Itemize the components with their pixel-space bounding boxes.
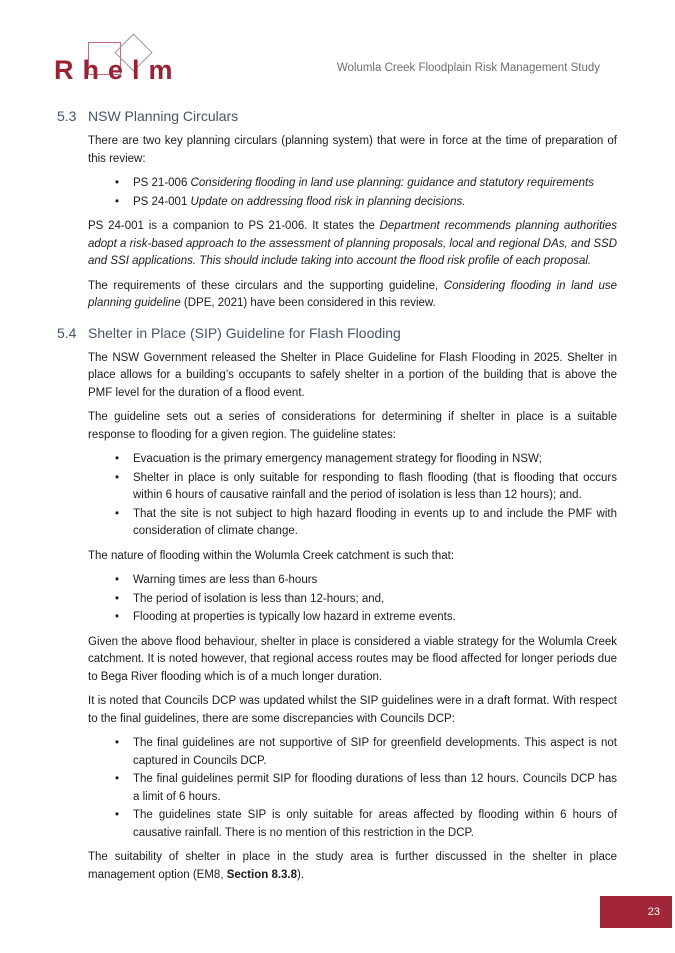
text-run: Flooding at properties is typically low hazard in extreme events. (133, 611, 456, 623)
text-run: Update on addressing flood risk in planning decisions. (190, 195, 466, 208)
bullet-icon: • (115, 773, 120, 785)
text-run: Considering flooding in land use planning guideline (88, 279, 617, 309)
text-run: (DPE, 2021) have been considered in this review. (180, 297, 436, 309)
text-run: The final guidelines are not supportive of SIP for greenfield developments. This aspect is not captured in Councils DCP. (133, 737, 617, 767)
text-run: The period of isolation is less than 12-hours; and, (133, 592, 385, 605)
section-heading (57, 106, 617, 126)
bullet-item (88, 470, 617, 505)
paragraph (88, 849, 617, 884)
text-run: The NSW Government released the Shelter in Place Guideline for Flash Flooding in 2025. Shelter in place allows for a building’s occupants to safely shelter in a portion of the building that is above the PMF level for the duration of a flood event. (88, 351, 617, 399)
text-run: Section 8.3.8 (226, 868, 298, 881)
bullet-icon: • (115, 737, 120, 749)
paragraph (88, 548, 617, 566)
text-run: It is noted that Councils DCP was updated whilst the SIP guidelines were in a draft format. With respect to the final guidelines, there are some discrepancies with Councils DCP: (88, 695, 617, 725)
text-run: Department recommends planning authorities adopt a risk-based approach to the assessment of planning proposals, local and regional DAs, and SSD and SSI applications. This should include taking into account the flood risk profile of each proposal. (88, 220, 618, 267)
text-run: Given the above flood behaviour, shelter in place is considered a viable strategy for the Wolumla Creek catchment. It is noted however, that regional access routes may be flood affected for longer periods due to Bega River flooding which is of a much longer duration. (88, 635, 617, 683)
page-number-box (600, 896, 672, 928)
bullet-icon: • (115, 177, 120, 189)
logo-letter: l (132, 55, 140, 85)
bullet-item (88, 194, 617, 212)
section (57, 106, 617, 313)
bullet-icon: • (115, 453, 120, 465)
paragraph (88, 350, 617, 403)
text-run: The suitability of shelter in place in the study area is further discussed in the shelter in place management option (EM8, (88, 851, 617, 881)
doc-title: Wolumla Creek Floodplain Risk Management Study (336, 62, 600, 74)
section-title: Shelter in Place (SIP) Guideline for Flash Flooding (88, 324, 401, 341)
text-run: That the site is not subject to high hazard flooding in events up to and include the PMF with consideration of climate change. (133, 507, 617, 537)
paragraph (88, 634, 617, 687)
bullet-item (88, 451, 617, 469)
text-run: Shelter in place is only suitable for responding to flash flooding (that is flooding that occurs within 6 hours of causative rainfall and the period of isolation is less than 12 hours); and. (133, 471, 617, 501)
bullet-icon: • (115, 507, 120, 520)
text-run: The final guidelines permit SIP for flooding durations of less than 12 hours. Councils DCP has a limit of 6 hours. (133, 773, 617, 803)
logo-letters (54, 55, 173, 86)
bullet-item (88, 572, 617, 590)
bullet-item (88, 771, 617, 806)
bullet-icon: • (115, 471, 120, 484)
bullet-item (88, 735, 617, 770)
bullet-list (88, 175, 617, 211)
section-number: 5.4 (57, 324, 77, 341)
section-title: NSW Planning Circulars (88, 108, 239, 124)
bullet-item (88, 609, 617, 627)
section (57, 323, 617, 885)
text-run: PS 24-001 (133, 195, 191, 208)
bullet-item (88, 175, 617, 193)
logo-letter: R (54, 55, 74, 85)
text-run: The guidelines state SIP is only suitable for areas affected by flooding within 6 hours of causative rainfall. There is no mention of this restriction in the DCP. (133, 809, 617, 839)
bullet-list (88, 572, 617, 627)
bullet-icon: • (115, 809, 120, 821)
paragraph (88, 218, 617, 271)
text-run: Considering flooding in land use planning: guidance and statutory requirements (190, 177, 594, 189)
text-run: The guideline sets out a series of considerations for determining if shelter in place is a suitable response to flooding for a given region. The guideline states: (88, 411, 617, 441)
bullet-icon: • (115, 611, 120, 623)
text-run: PS 24-001 is a companion to PS 21-006. It states the (88, 220, 380, 232)
rhelm-logo (52, 28, 182, 84)
bullet-item (88, 506, 617, 541)
paragraph (88, 278, 617, 313)
text-run: Warning times are less than 6-hours (133, 574, 318, 586)
bullet-item (88, 591, 617, 609)
bullet-list (88, 451, 617, 541)
text-run: The requirements of these circulars and the supporting guideline, (88, 279, 444, 292)
section-number: 5.3 (57, 108, 77, 124)
bullet-icon: • (115, 574, 120, 586)
text-run: The nature of flooding within the Wolumla Creek catchment is such that: (88, 549, 455, 562)
paragraph (88, 409, 617, 444)
text-run: Evacuation is the primary emergency management strategy for flooding in NSW; (133, 453, 542, 465)
bullet-icon: • (115, 195, 120, 208)
logo-letter: h (82, 55, 99, 85)
text-run: There are two key planning circulars (planning system) that were in force at the time of preparation of this review: (88, 135, 617, 165)
logo-letter: m (148, 55, 173, 85)
logo-letter: e (108, 55, 124, 85)
paragraph (88, 133, 617, 168)
text-run: ). (297, 868, 305, 881)
bullet-icon: • (115, 592, 120, 605)
content (57, 96, 617, 891)
bullet-item (88, 807, 617, 842)
page-number: 23 (647, 906, 660, 918)
bullet-list (88, 735, 617, 842)
text-run: PS 21-006 (133, 177, 191, 189)
paragraph (88, 693, 617, 728)
section-heading (57, 323, 617, 343)
